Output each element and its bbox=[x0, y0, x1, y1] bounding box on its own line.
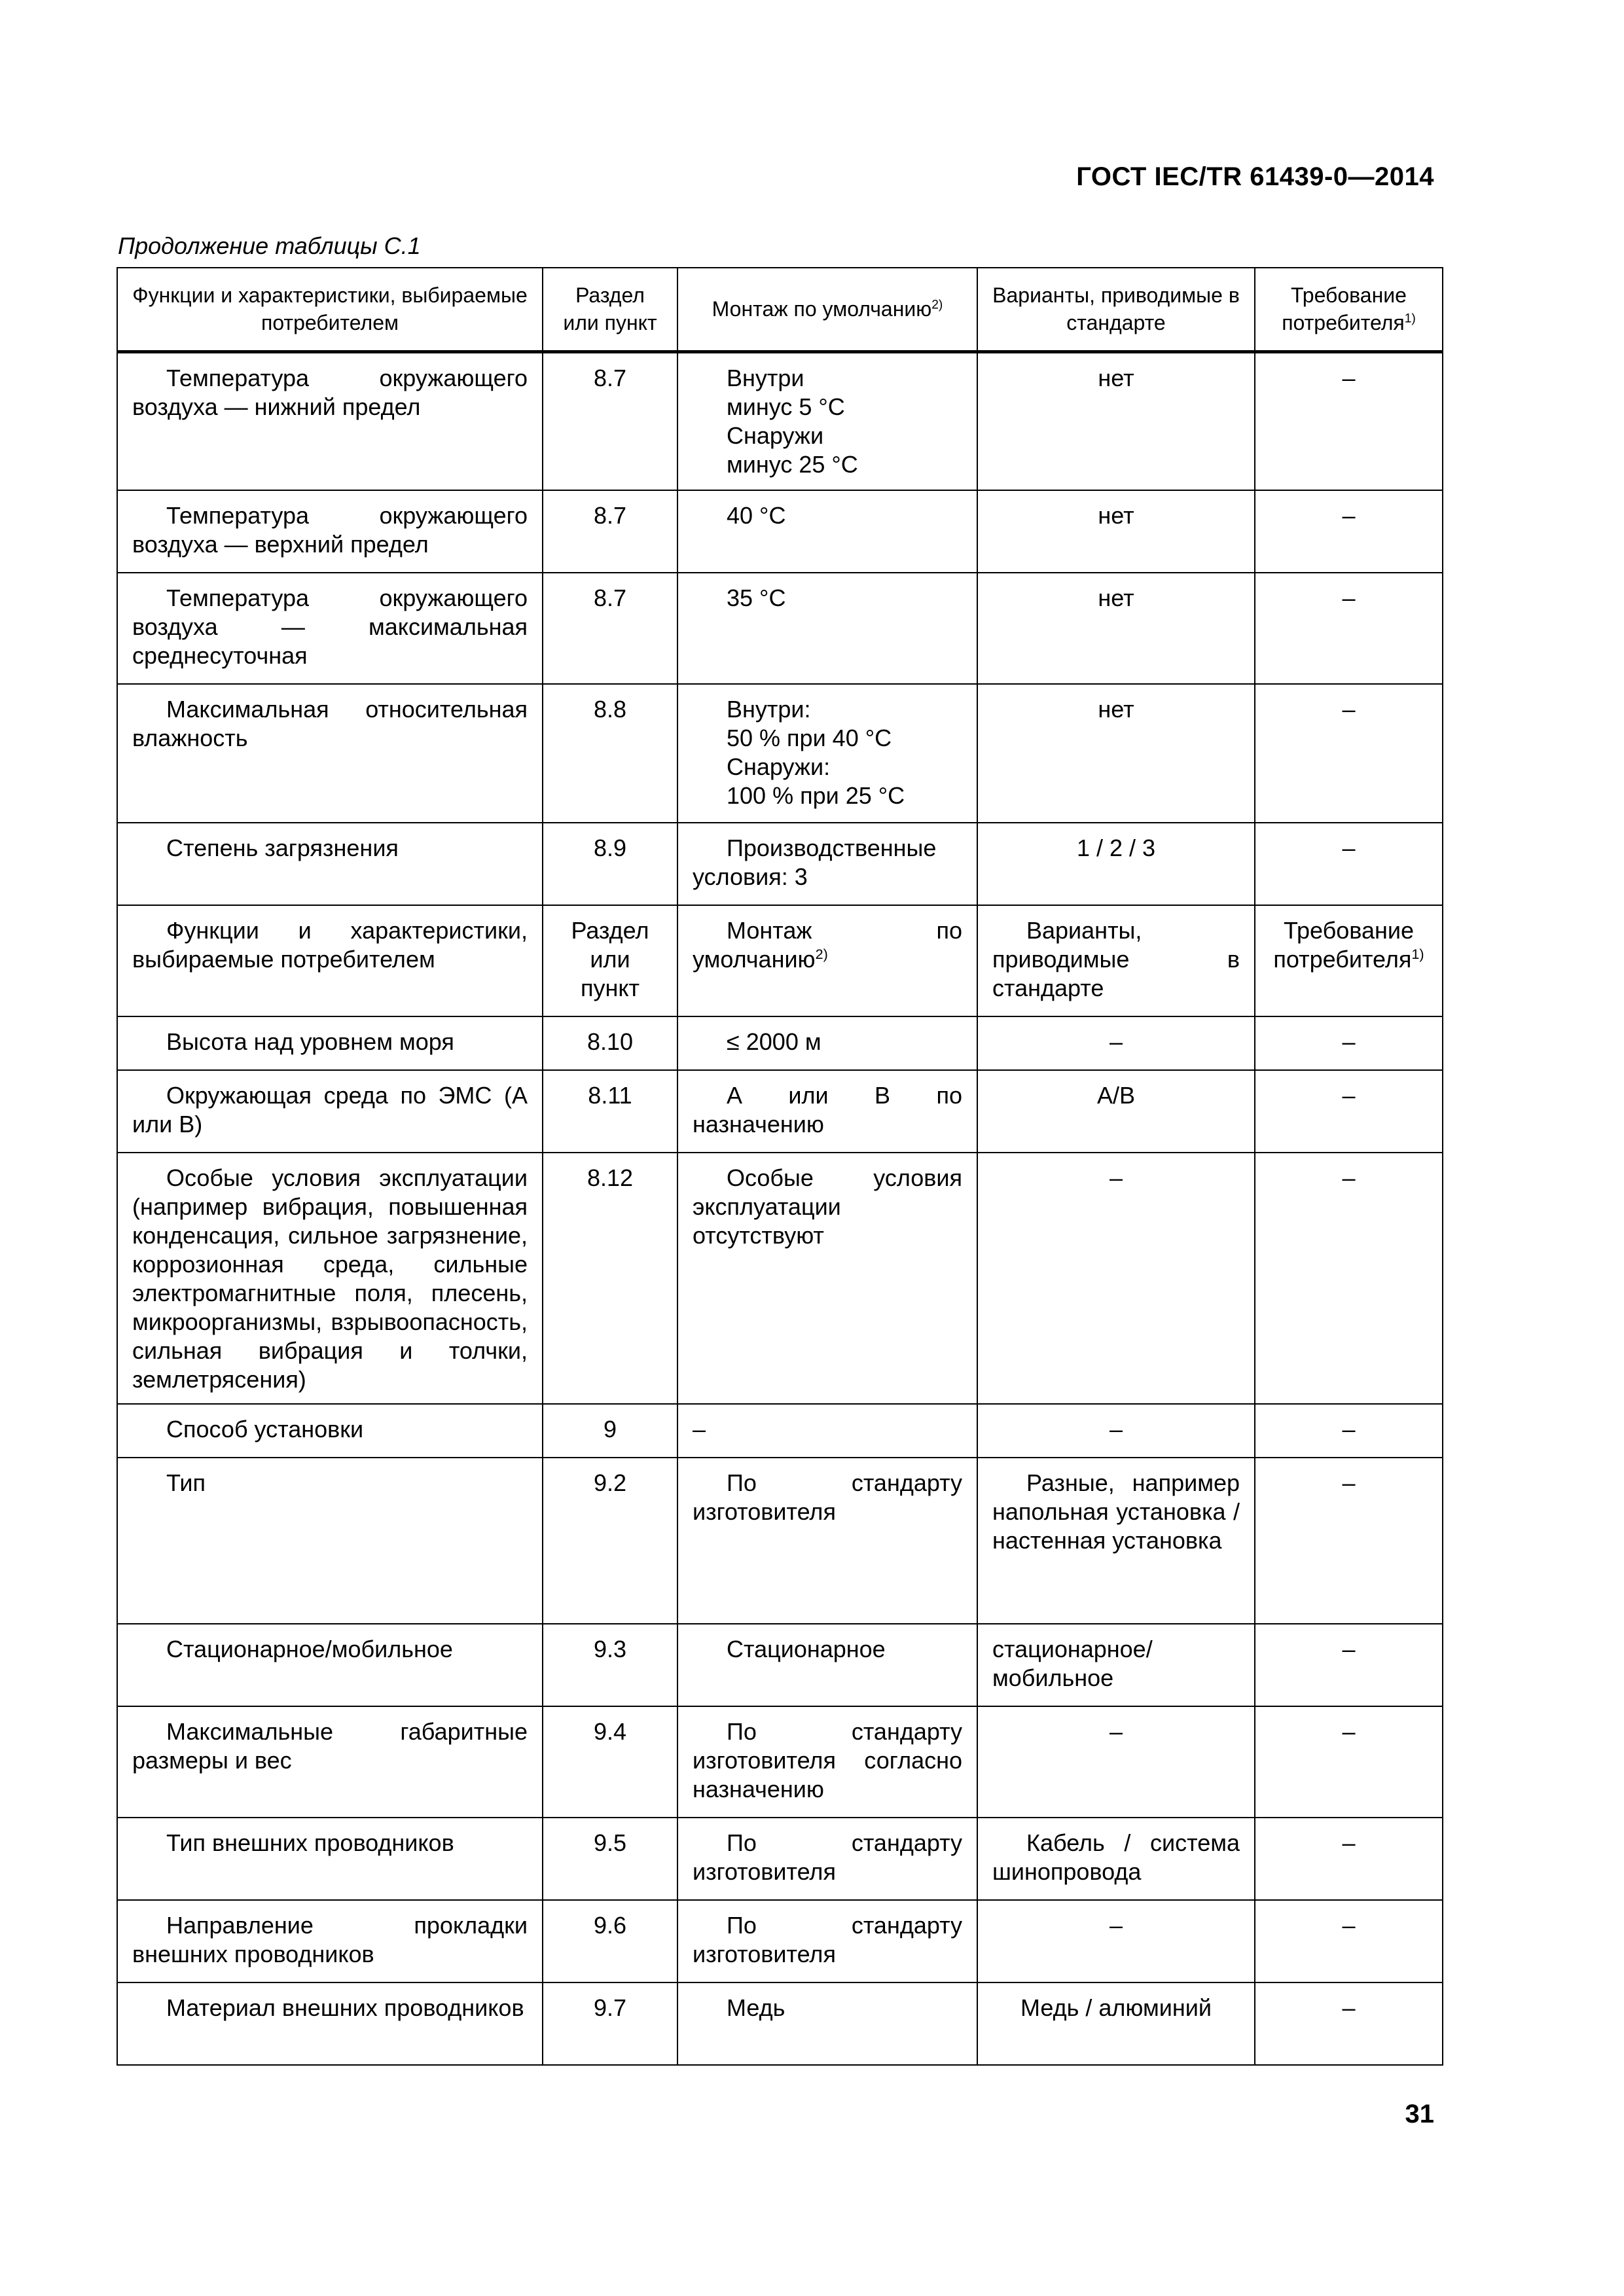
default-cell: Внутри минус 5 °С Снаружи минус 25 °С bbox=[677, 351, 977, 490]
table-row bbox=[117, 490, 1443, 573]
requirement-cell: – bbox=[1255, 1404, 1443, 1458]
default-cell: 40 °С bbox=[677, 490, 977, 573]
table-row bbox=[117, 1153, 1443, 1404]
clause-cell: 9 bbox=[543, 1404, 677, 1458]
requirement-cell: – bbox=[1255, 490, 1443, 573]
requirement-cell: – bbox=[1255, 823, 1443, 905]
clause-cell: 8.9 bbox=[543, 823, 677, 905]
variants-cell: Варианты, приводимые в стандарте bbox=[977, 905, 1255, 1016]
function-cell: Материал внешних проводников bbox=[117, 1982, 543, 2065]
variants-cell: Кабель / система шинопровода bbox=[977, 1818, 1255, 1900]
default-cell: По стандарту изготовителя bbox=[677, 1458, 977, 1624]
variants-cell: нет bbox=[977, 351, 1255, 490]
repeated-header-row bbox=[117, 905, 1443, 1016]
variants-cell: нет bbox=[977, 573, 1255, 684]
requirement-cell: – bbox=[1255, 573, 1443, 684]
function-cell: Температура окружающего воздуха — верхний предел bbox=[117, 490, 543, 573]
variants-cell: – bbox=[977, 1153, 1255, 1404]
table-header-row bbox=[117, 268, 1443, 351]
function-cell: Высота над уровнем моря bbox=[117, 1016, 543, 1070]
default-cell: – bbox=[677, 1404, 977, 1458]
clause-cell: 9.7 bbox=[543, 1982, 677, 2065]
requirement-cell: – bbox=[1255, 684, 1443, 823]
function-cell: Максимальные габаритные размеры и вес bbox=[117, 1706, 543, 1818]
function-cell: Температура окружающего воздуха — максимальная среднесуточная bbox=[117, 573, 543, 684]
table-row bbox=[117, 351, 1443, 490]
clause-cell: 8.10 bbox=[543, 1016, 677, 1070]
variants-cell: – bbox=[977, 1016, 1255, 1070]
table-row bbox=[117, 1624, 1443, 1706]
default-cell: По стандарту изготовителя bbox=[677, 1818, 977, 1900]
function-cell: Тип внешних проводников bbox=[117, 1818, 543, 1900]
variants-cell: – bbox=[977, 1900, 1255, 1982]
column-header-variants: Варианты, приводимые в стандарте bbox=[977, 268, 1255, 351]
requirement-cell: – bbox=[1255, 1706, 1443, 1818]
table-row bbox=[117, 573, 1443, 684]
default-cell: По стандарту изготовителя согласно назначению bbox=[677, 1706, 977, 1818]
variants-cell: стационарное/ мобильное bbox=[977, 1624, 1255, 1706]
function-cell: Стационарное/мобильное bbox=[117, 1624, 543, 1706]
default-cell: А или В по назначению bbox=[677, 1070, 977, 1153]
function-cell: Степень загрязнения bbox=[117, 823, 543, 905]
clause-cell: 8.7 bbox=[543, 351, 677, 490]
variants-cell: – bbox=[977, 1404, 1255, 1458]
clause-cell: 8.8 bbox=[543, 684, 677, 823]
table-row bbox=[117, 1900, 1443, 1982]
function-cell: Максимальная относительная влажность bbox=[117, 684, 543, 823]
requirements-table bbox=[117, 267, 1443, 2066]
table-caption: Продолжение таблицы С.1 bbox=[118, 232, 421, 259]
requirement-cell: Требование потребителя$^{1)}$ bbox=[1255, 905, 1443, 1016]
requirement-cell: – bbox=[1255, 1982, 1443, 2065]
default-cell: Особые условия эксплуатации отсутствуют bbox=[677, 1153, 977, 1404]
requirement-cell: – bbox=[1255, 1070, 1443, 1153]
requirement-cell: – bbox=[1255, 1153, 1443, 1404]
table-row bbox=[117, 1458, 1443, 1624]
function-cell: Функции и характеристики, выбираемые потребителем bbox=[117, 905, 543, 1016]
requirement-cell: – bbox=[1255, 1624, 1443, 1706]
table-row bbox=[117, 1404, 1443, 1458]
clause-cell: 9.2 bbox=[543, 1458, 677, 1624]
variants-cell: – bbox=[977, 1706, 1255, 1818]
function-cell: Температура окружающего воздуха — нижний предел bbox=[117, 351, 543, 490]
default-cell: Медь bbox=[677, 1982, 977, 2065]
page-number: 31 bbox=[1405, 2100, 1434, 2128]
function-cell: Направление прокладки внешних проводников bbox=[117, 1900, 543, 1982]
clause-cell: Раздел или пункт bbox=[543, 905, 677, 1016]
default-cell: По стандарту изготовителя bbox=[677, 1900, 977, 1982]
clause-cell: 9.5 bbox=[543, 1818, 677, 1900]
function-cell: Тип bbox=[117, 1458, 543, 1624]
default-cell: 35 °С bbox=[677, 573, 977, 684]
table-row bbox=[117, 823, 1443, 905]
default-cell: Производственные условия: 3 bbox=[677, 823, 977, 905]
column-header-requirement: Требование потребителя$^{1)}$ bbox=[1255, 268, 1443, 351]
variants-cell: 1 / 2 / 3 bbox=[977, 823, 1255, 905]
requirement-cell: – bbox=[1255, 1016, 1443, 1070]
default-cell: ≤ 2000 м bbox=[677, 1016, 977, 1070]
variants-cell: Разные, например напольная установка / настенная установка bbox=[977, 1458, 1255, 1624]
function-cell: Особые условия эксплуатации (например вибрация, повышенная конденсация, сильное загрязнение, коррозионная среда, сильные электромагнитные поля, плесень, микроорганизмы, взрывоопасность, сильная вибрация и толчки, землетрясения) bbox=[117, 1153, 543, 1404]
function-cell: Окружающая среда по ЭМС (А или В) bbox=[117, 1070, 543, 1153]
table-row bbox=[117, 1818, 1443, 1900]
requirement-cell: – bbox=[1255, 1900, 1443, 1982]
requirement-cell: – bbox=[1255, 1818, 1443, 1900]
clause-cell: 8.11 bbox=[543, 1070, 677, 1153]
function-cell: Способ установки bbox=[117, 1404, 543, 1458]
table-row bbox=[117, 1070, 1443, 1153]
clause-cell: 8.12 bbox=[543, 1153, 677, 1404]
clause-cell: 9.6 bbox=[543, 1900, 677, 1982]
clause-cell: 9.3 bbox=[543, 1624, 677, 1706]
default-cell: Внутри: 50 % при 40 °С Снаружи: 100 % при 25 °С bbox=[677, 684, 977, 823]
variants-cell: Медь / алюминий bbox=[977, 1982, 1255, 2065]
clause-cell: 9.4 bbox=[543, 1706, 677, 1818]
requirement-cell: – bbox=[1255, 351, 1443, 490]
default-cell: Стационарное bbox=[677, 1624, 977, 1706]
table-row bbox=[117, 1016, 1443, 1070]
variants-cell: A/B bbox=[977, 1070, 1255, 1153]
variants-cell: нет bbox=[977, 684, 1255, 823]
clause-cell: 8.7 bbox=[543, 490, 677, 573]
column-header-default: Монтаж по умолчанию$^{2)}$ bbox=[677, 268, 977, 351]
document-code: ГОСТ IEC/TR 61439-0—2014 bbox=[1076, 162, 1434, 191]
clause-cell: 8.7 bbox=[543, 573, 677, 684]
table-row bbox=[117, 1982, 1443, 2065]
column-header-clause: Раздел или пункт bbox=[543, 268, 677, 351]
default-cell: Монтаж по умолчанию$^{2)}$ bbox=[677, 905, 977, 1016]
table-row bbox=[117, 684, 1443, 823]
requirement-cell: – bbox=[1255, 1458, 1443, 1624]
variants-cell: нет bbox=[977, 490, 1255, 573]
column-header-function: Функции и характеристики, выбираемые потребителем bbox=[117, 268, 543, 351]
table-row bbox=[117, 1706, 1443, 1818]
